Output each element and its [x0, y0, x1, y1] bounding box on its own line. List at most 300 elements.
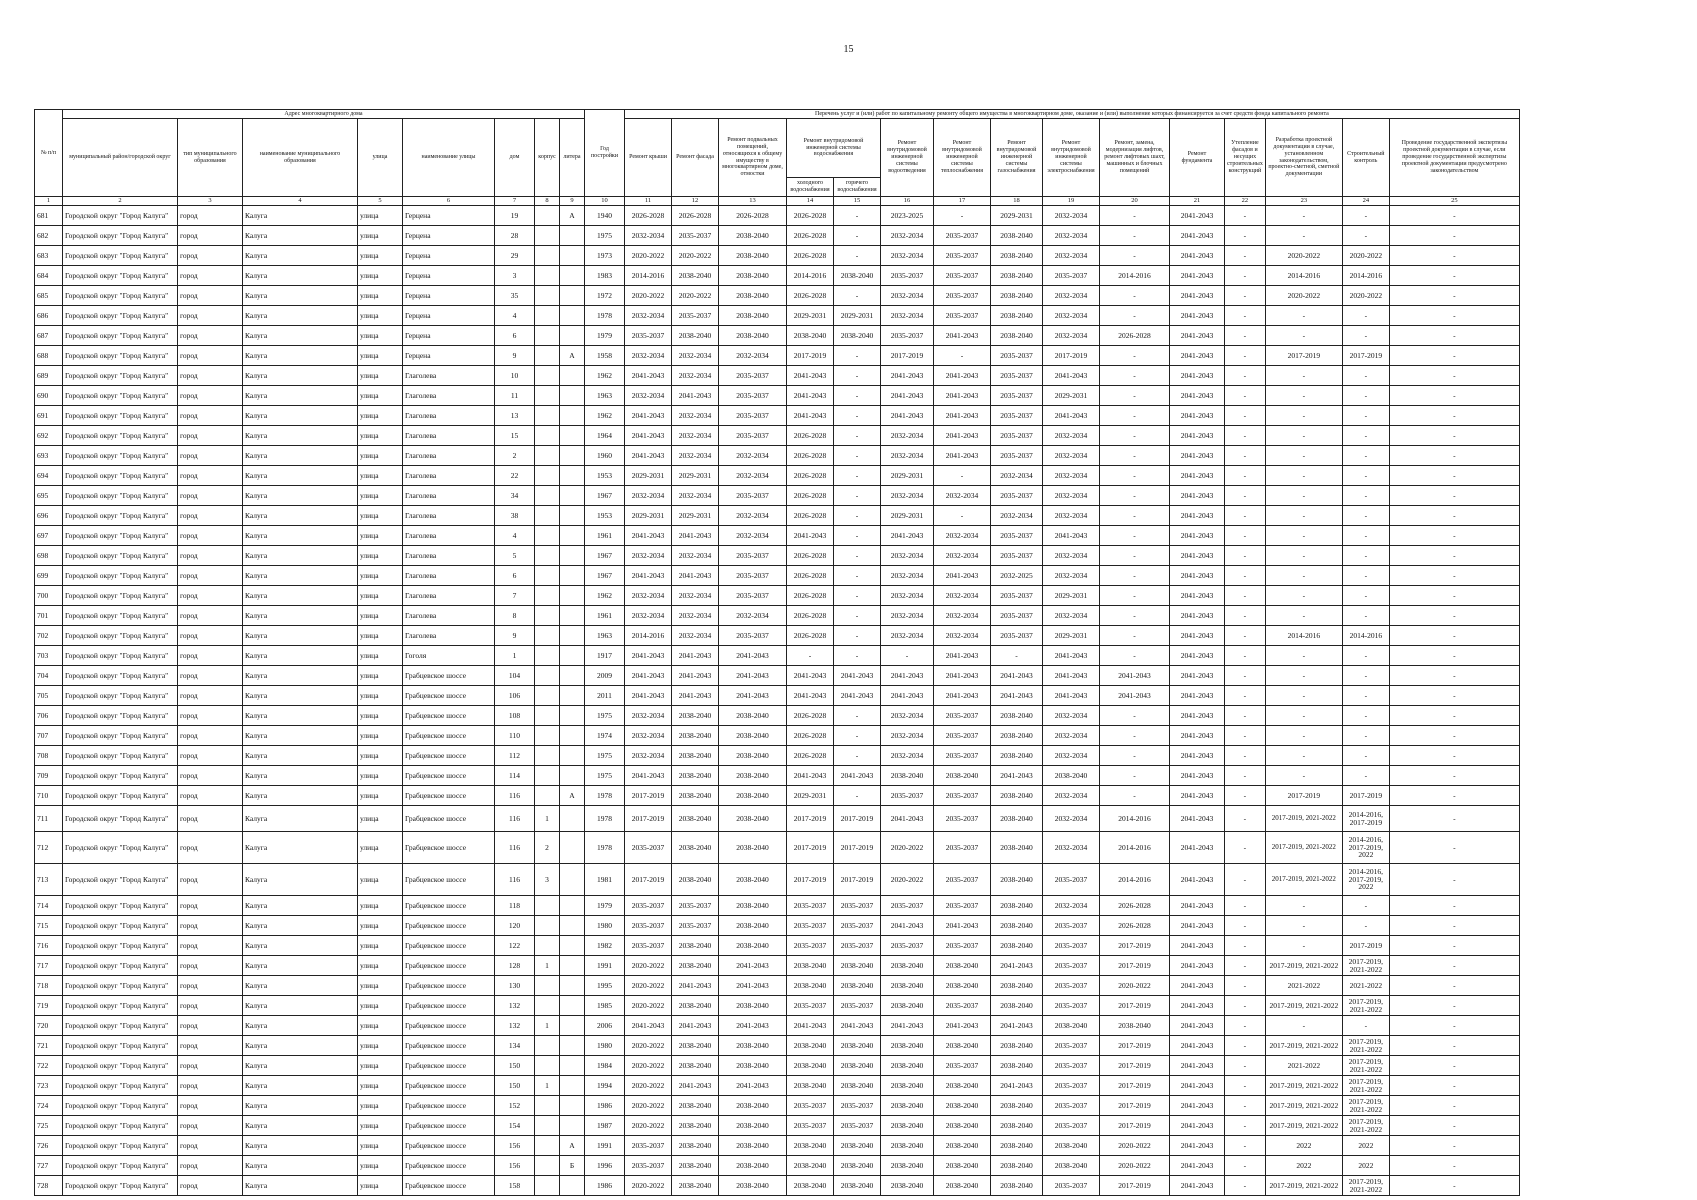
table-cell: 2014-2016	[1342, 266, 1389, 286]
table-cell: Грабцевское шоссе	[403, 916, 495, 936]
table-row	[35, 446, 1520, 466]
table-cell: -	[1342, 226, 1389, 246]
table-cell: -	[1389, 1036, 1519, 1056]
table-cell: Калуга	[243, 646, 358, 666]
table-row	[35, 746, 1520, 766]
table-cell: 2014-2016	[1100, 266, 1170, 286]
table-cell: Городской округ "Город Калуга"	[63, 646, 178, 666]
table-cell: 2041-2043	[934, 666, 991, 686]
table-cell: 2041-2043	[934, 1016, 991, 1036]
table-cell: 2026-2028	[787, 486, 834, 506]
table-cell: 2032-2034	[1043, 426, 1100, 446]
table-cell: 2032-2034	[625, 606, 672, 626]
header-hot-water: горячего водоснабжения	[834, 178, 881, 197]
column-number: 1	[35, 197, 63, 206]
table-cell: город	[178, 766, 243, 786]
table-cell	[535, 206, 560, 226]
table-cell: 2038-2040	[672, 956, 719, 976]
table-cell: 2032-2034	[1043, 226, 1100, 246]
table-cell: -	[1389, 666, 1519, 686]
table-cell: -	[1225, 1176, 1266, 1196]
table-cell	[535, 726, 560, 746]
table-cell: 2038-2040	[672, 786, 719, 806]
table-cell: 2041-2043	[625, 406, 672, 426]
table-cell: 132	[495, 996, 535, 1016]
table-cell	[535, 936, 560, 956]
table-cell: 2032-2034	[719, 466, 787, 486]
table-cell: 2041-2043	[787, 526, 834, 546]
table-cell: 2029-2031	[787, 786, 834, 806]
table-cell: 2041-2043	[1170, 426, 1225, 446]
table-cell: -	[1389, 1076, 1519, 1096]
table-cell: 2038-2040	[719, 326, 787, 346]
table-cell: 681	[35, 206, 63, 226]
header-litera: литера	[560, 119, 585, 197]
table-cell: А	[560, 786, 585, 806]
table-cell: -	[1342, 326, 1389, 346]
table-cell: 2041-2043	[881, 526, 934, 546]
table-cell: -	[1342, 1016, 1389, 1036]
column-number: 17	[934, 197, 991, 206]
table-cell: -	[1265, 606, 1342, 626]
table-cell	[560, 1056, 585, 1076]
table-cell: Грабцевское шоссе	[403, 1136, 495, 1156]
table-cell: -	[1225, 956, 1266, 976]
table-cell: 2032-2034	[625, 306, 672, 326]
table-cell: -	[1265, 896, 1342, 916]
header-lifts: Ремонт, замена, модернизация лифтов, ремонт лифтовых шахт, машинных и блочных помещений	[1100, 119, 1170, 197]
table-cell: Городской округ "Город Калуга"	[63, 506, 178, 526]
table-cell: 1940	[585, 206, 625, 226]
table-cell: 2038-2040	[934, 1136, 991, 1156]
table-cell: 2038-2040	[934, 1096, 991, 1116]
table-cell	[535, 406, 560, 426]
table-cell: 2041-2043	[1170, 832, 1225, 864]
table-cell: 2029-2031	[672, 466, 719, 486]
table-cell: 2032-2034	[625, 386, 672, 406]
table-cell: 711	[35, 806, 63, 832]
table-cell: 2020-2022	[625, 286, 672, 306]
table-cell: -	[1225, 546, 1266, 566]
table-cell: 728	[35, 1176, 63, 1196]
table-cell: -	[1342, 426, 1389, 446]
table-cell: 2041-2043	[787, 366, 834, 386]
table-cell: 1978	[585, 832, 625, 864]
table-cell: 2035-2037	[1043, 936, 1100, 956]
table-cell: 2032-2034	[881, 626, 934, 646]
table-cell: улица	[358, 746, 403, 766]
table-cell: -	[1389, 386, 1519, 406]
table-cell: 1974	[585, 726, 625, 746]
table-cell: 2041-2043	[672, 1076, 719, 1096]
table-cell: 2017-2019	[1100, 936, 1170, 956]
table-cell: 6	[495, 326, 535, 346]
table-cell: 2038-2040	[991, 1136, 1043, 1156]
table-cell: -	[1100, 646, 1170, 666]
table-cell: Калуга	[243, 566, 358, 586]
header-works-group: Перечень услуг и (или) работ по капитальному ремонту общего имущества в многоквартирном доме, оказание и (или) выполнение которых финансируется за счет средств фонда капитального ремонта	[625, 110, 1520, 119]
table-cell: Городской округ "Город Калуга"	[63, 726, 178, 746]
table-cell: 15	[495, 426, 535, 446]
table-cell: Калуга	[243, 686, 358, 706]
table-cell: -	[934, 346, 991, 366]
table-cell: 110	[495, 726, 535, 746]
table-cell: -	[1225, 506, 1266, 526]
table-cell: -	[1225, 226, 1266, 246]
table-cell: 2020-2022	[625, 246, 672, 266]
table-cell: улица	[358, 466, 403, 486]
table-cell: 2022	[1342, 1136, 1389, 1156]
column-number: 15	[834, 197, 881, 206]
table-cell: Калуга	[243, 936, 358, 956]
table-cell: 2017-2019, 2021-2022	[1342, 1056, 1389, 1076]
table-cell: Городской округ "Город Калуга"	[63, 1176, 178, 1196]
table-cell: 2038-2040	[991, 746, 1043, 766]
table-cell: Городской округ "Город Калуга"	[63, 1016, 178, 1036]
table-cell: 2035-2037	[934, 996, 991, 1016]
table-cell: 2017-2019, 2021-2022	[1265, 1036, 1342, 1056]
table-cell: 2041-2043	[934, 406, 991, 426]
table-cell: 2038-2040	[991, 806, 1043, 832]
table-cell: 2020-2022	[625, 1056, 672, 1076]
table-cell: 2020-2022	[625, 1176, 672, 1196]
table-cell: 2038-2040	[719, 896, 787, 916]
table-cell: 2035-2037	[625, 1156, 672, 1176]
table-cell: 2032-2034	[672, 546, 719, 566]
table-cell: улица	[358, 206, 403, 226]
table-cell: 2041-2043	[672, 646, 719, 666]
table-cell: 2014-2016	[1100, 832, 1170, 864]
table-cell: -	[1225, 1016, 1266, 1036]
table-cell: 2032-2034	[672, 486, 719, 506]
table-cell: 28	[495, 226, 535, 246]
table-cell: 2041-2043	[881, 806, 934, 832]
table-cell: 2026-2028	[787, 626, 834, 646]
table-cell: 2035-2037	[934, 786, 991, 806]
table-cell: 2038-2040	[719, 1156, 787, 1176]
table-cell: -	[1265, 916, 1342, 936]
table-cell: 2041-2043	[1170, 226, 1225, 246]
table-cell: 700	[35, 586, 63, 606]
table-cell: 2041-2043	[1170, 976, 1225, 996]
table-cell: улица	[358, 996, 403, 1016]
table-cell: 708	[35, 746, 63, 766]
table-cell: 2020-2022	[1100, 1156, 1170, 1176]
table-cell: Грабцевское шоссе	[403, 706, 495, 726]
table-cell: Герцена	[403, 226, 495, 246]
table-cell: -	[1225, 864, 1266, 896]
table-cell	[535, 1116, 560, 1136]
table-cell: 2038-2040	[881, 1036, 934, 1056]
table-cell: 2041-2043	[1043, 406, 1100, 426]
table-cell: Грабцевское шоссе	[403, 896, 495, 916]
table-cell: город	[178, 1176, 243, 1196]
table-cell: 2035-2037	[934, 896, 991, 916]
table-row	[35, 766, 1520, 786]
table-cell: 688	[35, 346, 63, 366]
table-cell: Калуга	[243, 1136, 358, 1156]
table-cell: -	[1100, 506, 1170, 526]
table-row	[35, 832, 1520, 864]
table-cell: 2020-2022	[625, 996, 672, 1016]
table-cell: 2041-2043	[1170, 786, 1225, 806]
table-row	[35, 566, 1520, 586]
column-number-row	[35, 197, 1520, 206]
table-cell: 2041-2043	[1170, 546, 1225, 566]
table-cell: 2022	[1265, 1156, 1342, 1176]
table-cell: 2041-2043	[1170, 606, 1225, 626]
table-cell: Калуга	[243, 306, 358, 326]
column-number: 19	[1043, 197, 1100, 206]
table-cell: -	[1342, 526, 1389, 546]
table-cell	[560, 726, 585, 746]
table-cell: 2038-2040	[719, 1056, 787, 1076]
table-cell: -	[1100, 286, 1170, 306]
table-cell: 2038-2040	[719, 246, 787, 266]
table-cell: город	[178, 864, 243, 896]
table-cell: -	[1100, 526, 1170, 546]
table-cell: 2041-2043	[625, 666, 672, 686]
table-cell: -	[1265, 686, 1342, 706]
table-cell: 684	[35, 266, 63, 286]
table-cell: 2041-2043	[1170, 326, 1225, 346]
table-cell: улица	[358, 346, 403, 366]
table-cell: 2020-2022	[1265, 286, 1342, 306]
table-cell: -	[1225, 446, 1266, 466]
table-cell: 2041-2043	[625, 366, 672, 386]
table-cell: -	[834, 586, 881, 606]
table-cell: 104	[495, 666, 535, 686]
table-cell: 1975	[585, 226, 625, 246]
table-cell: 2041-2043	[881, 666, 934, 686]
table-cell: 2017-2019, 2021-2022	[1342, 1176, 1389, 1196]
table-cell: 2035-2037	[1043, 1176, 1100, 1196]
table-cell: 1979	[585, 326, 625, 346]
table-cell: -	[1225, 406, 1266, 426]
table-cell: Грабцевское шоссе	[403, 786, 495, 806]
table-cell: -	[1389, 956, 1519, 976]
table-cell: Глаголева	[403, 466, 495, 486]
table-cell: город	[178, 996, 243, 1016]
table-cell: 2035-2037	[991, 406, 1043, 426]
table-cell: 686	[35, 306, 63, 326]
table-row	[35, 864, 1520, 896]
column-number: 10	[585, 197, 625, 206]
table-cell: улица	[358, 486, 403, 506]
table-cell: 1984	[585, 1056, 625, 1076]
table-cell	[560, 446, 585, 466]
table-cell	[535, 996, 560, 1016]
table-cell: -	[1265, 586, 1342, 606]
table-row	[35, 1016, 1520, 1036]
header-street-type: улица	[358, 119, 403, 197]
table-cell: 2038-2040	[672, 1116, 719, 1136]
table-cell: город	[178, 446, 243, 466]
table-cell: 2038-2040	[834, 1176, 881, 1196]
table-cell: 2035-2037	[719, 486, 787, 506]
table-cell: 2026-2028	[787, 606, 834, 626]
table-cell: 2017-2019	[1100, 1056, 1170, 1076]
table-cell: 2041-2043	[1170, 406, 1225, 426]
table-cell: улица	[358, 1036, 403, 1056]
table-cell: Герцена	[403, 326, 495, 346]
table-cell: город	[178, 586, 243, 606]
table-cell: Грабцевское шоссе	[403, 746, 495, 766]
table-cell: 2035-2037	[625, 896, 672, 916]
table-cell: 2032-2034	[934, 626, 991, 646]
table-cell: 2035-2037	[991, 346, 1043, 366]
table-cell: Городской округ "Город Калуга"	[63, 666, 178, 686]
table-cell: 2041-2043	[672, 566, 719, 586]
table-cell: -	[1100, 246, 1170, 266]
table-row	[35, 486, 1520, 506]
table-row	[35, 206, 1520, 226]
table-cell: 2017-2019	[1342, 936, 1389, 956]
header-mo-name: наименование муниципального образования	[243, 119, 358, 197]
table-cell: 2041-2043	[934, 916, 991, 936]
table-cell: 696	[35, 506, 63, 526]
table-cell: -	[834, 346, 881, 366]
table-cell: 2041-2043	[719, 1016, 787, 1036]
table-cell: -	[834, 226, 881, 246]
table-cell: 2017-2019	[1100, 996, 1170, 1016]
table-cell	[560, 1016, 585, 1036]
table-cell: 2035-2037	[934, 806, 991, 832]
table-cell: 2032-2034	[672, 446, 719, 466]
table-row	[35, 366, 1520, 386]
table-cell	[560, 646, 585, 666]
table-cell: 2038-2040	[834, 1156, 881, 1176]
table-cell: 702	[35, 626, 63, 646]
table-cell: Калуга	[243, 666, 358, 686]
table-cell: улица	[358, 1156, 403, 1176]
table-cell: Калуга	[243, 446, 358, 466]
table-cell: 2020-2022	[625, 1096, 672, 1116]
table-cell: 2041-2043	[1170, 1016, 1225, 1036]
table-cell: -	[934, 466, 991, 486]
table-cell: 2041-2043	[1170, 1176, 1225, 1196]
table-cell: -	[1389, 896, 1519, 916]
table-cell: 29	[495, 246, 535, 266]
table-cell: 2026-2028	[787, 226, 834, 246]
table-cell: 2	[535, 832, 560, 864]
column-number: 21	[1170, 197, 1225, 206]
table-cell: -	[834, 386, 881, 406]
table-cell: город	[178, 526, 243, 546]
table-cell: -	[1342, 916, 1389, 936]
table-cell: Б	[560, 1156, 585, 1176]
table-cell: -	[1100, 706, 1170, 726]
table-cell: 2032-2034	[625, 746, 672, 766]
table-cell: -	[1225, 326, 1266, 346]
table-cell: Городской округ "Город Калуга"	[63, 446, 178, 466]
table-cell: 2026-2028	[787, 546, 834, 566]
table-cell: 2032-2034	[625, 346, 672, 366]
table-cell: -	[1225, 832, 1266, 864]
table-cell: 1975	[585, 706, 625, 726]
column-number: 2	[63, 197, 178, 206]
table-cell: -	[834, 726, 881, 746]
table-cell: -	[1100, 606, 1170, 626]
table-cell: 2041-2043	[991, 1076, 1043, 1096]
table-cell: 13	[495, 406, 535, 426]
table-cell: 724	[35, 1096, 63, 1116]
table-cell: 2035-2037	[787, 896, 834, 916]
table-cell: 2032-2034	[625, 486, 672, 506]
table-cell: 158	[495, 1176, 535, 1196]
table-cell: 2017-2019	[881, 346, 934, 366]
table-cell	[560, 506, 585, 526]
table-cell: -	[1225, 766, 1266, 786]
table-cell: 2035-2037	[1043, 1036, 1100, 1056]
table-cell: -	[1389, 226, 1519, 246]
table-cell: Грабцевское шоссе	[403, 1096, 495, 1116]
table-cell: город	[178, 1116, 243, 1136]
table-cell: 2032-2034	[1043, 286, 1100, 306]
table-cell: 2035-2037	[625, 326, 672, 346]
table-cell: 1967	[585, 566, 625, 586]
table-cell: 2032-2034	[881, 606, 934, 626]
header-mo-type: тип муниципального образования	[178, 119, 243, 197]
table-cell	[535, 686, 560, 706]
table-cell: 2041-2043	[1170, 346, 1225, 366]
table-cell: -	[1265, 566, 1342, 586]
table-cell: 726	[35, 1136, 63, 1156]
table-cell: Городской округ "Город Калуга"	[63, 306, 178, 326]
table-row	[35, 916, 1520, 936]
table-cell: город	[178, 706, 243, 726]
table-cell: -	[1225, 466, 1266, 486]
table-cell	[560, 586, 585, 606]
table-cell: 2032-2034	[1043, 566, 1100, 586]
table-cell: 19	[495, 206, 535, 226]
table-cell: улица	[358, 246, 403, 266]
table-cell: -	[1389, 746, 1519, 766]
table-cell: -	[1225, 426, 1266, 446]
table-cell	[560, 626, 585, 646]
table-row	[35, 606, 1520, 626]
table-cell: 2041-2043	[1043, 366, 1100, 386]
table-cell: Герцена	[403, 306, 495, 326]
table-cell: 2041-2043	[1170, 766, 1225, 786]
table-cell: 2020-2022	[672, 286, 719, 306]
table-cell: 1991	[585, 956, 625, 976]
table-cell: 2017-2019	[834, 864, 881, 896]
table-cell: город	[178, 1096, 243, 1116]
table-cell: 1972	[585, 286, 625, 306]
table-cell	[535, 306, 560, 326]
table-cell: 2041-2043	[1170, 896, 1225, 916]
table-cell: 2035-2037	[625, 1136, 672, 1156]
table-cell: 2017-2019	[1265, 346, 1342, 366]
table-cell: 2041-2043	[787, 766, 834, 786]
table-cell: 2035-2037	[719, 626, 787, 646]
table-cell: город	[178, 976, 243, 996]
table-cell: 2014-2016	[1342, 626, 1389, 646]
table-row	[35, 506, 1520, 526]
table-cell: -	[1389, 626, 1519, 646]
table-cell: Калуга	[243, 1096, 358, 1116]
table-cell: 2038-2040	[934, 1176, 991, 1196]
table-cell: 2026-2028	[787, 726, 834, 746]
table-row	[35, 686, 1520, 706]
table-cell	[535, 1056, 560, 1076]
table-cell	[560, 406, 585, 426]
table-cell: 2032-2034	[1043, 326, 1100, 346]
table-cell: Городской округ "Город Калуга"	[63, 1056, 178, 1076]
table-cell	[535, 1036, 560, 1056]
table-cell: 2035-2037	[1043, 266, 1100, 286]
